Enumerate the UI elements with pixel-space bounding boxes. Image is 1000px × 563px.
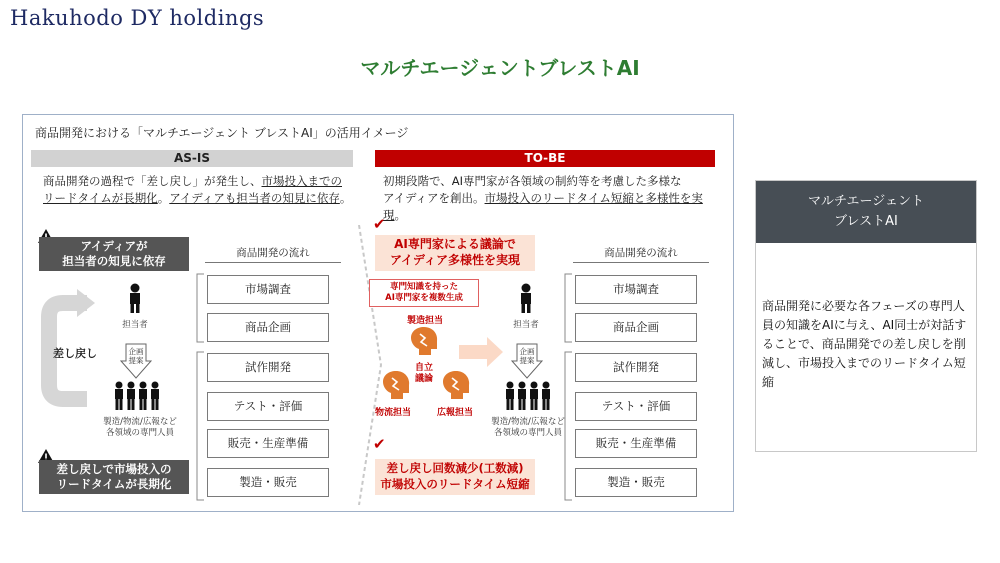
tobe-benefit-bottom — [375, 460, 535, 492]
asis-description — [43, 173, 353, 207]
agent-label-manufacturing: 製造担当 — [407, 316, 444, 326]
experts-text: 各領域の専門人員 — [105, 428, 174, 438]
asis-desc-emphasis: 市場投入までの — [261, 174, 342, 188]
bracket-icon — [563, 273, 573, 343]
bracket-icon — [563, 351, 573, 501]
bracket-icon — [195, 351, 205, 501]
asis-desc-emphasis: リードタイムが長期化 — [43, 191, 158, 205]
experts-label — [483, 417, 573, 439]
proposal-text: 提案 — [519, 356, 535, 365]
side-panel — [755, 180, 977, 452]
experts-text: 各領域の専門人員 — [493, 428, 562, 438]
experts-text: 製造/物流/広報など — [103, 417, 177, 427]
flow-step-sales-prep: 販売・生産準備 — [207, 429, 329, 458]
flow-step-test: テスト・評価 — [207, 392, 329, 421]
flow-header: 商品開発の流れ — [604, 247, 678, 259]
benefit-text: 差し戻し回数減少(工数減) — [386, 461, 524, 475]
tobe-desc-text: 初期段階で、AI専門家が各領域の制約等を考慮した多様な — [383, 174, 682, 188]
autonomy-text: 議論 — [414, 374, 433, 384]
loop-label: 差し戻し — [53, 347, 97, 360]
agent-label-logistics: 物流担当 — [375, 408, 412, 418]
experts-label — [95, 417, 185, 439]
asis-desc-text: 。 — [339, 191, 352, 205]
expert-group-icon — [113, 381, 161, 411]
asis-warning-bottom — [39, 460, 189, 494]
company-logo: Hakuhodo DY holdings — [10, 6, 265, 30]
experts-text: 製造/物流/広報など — [491, 417, 565, 427]
person-label: 担当者 — [122, 320, 148, 330]
ai-agent-head-icon — [409, 325, 439, 357]
diagram-card — [22, 114, 734, 512]
flow-step-product-planning: 商品企画 — [575, 313, 697, 342]
asis-desc-emphasis: アイディアも担当者の知見に依存 — [169, 191, 340, 205]
ai-agent-head-icon — [381, 369, 411, 401]
side-panel-title: マルチエージェント — [808, 194, 924, 209]
flow-step-test: テスト・評価 — [575, 392, 697, 421]
warning-text: 担当者の知見に依存 — [62, 254, 166, 268]
flow-divider — [573, 262, 709, 263]
ai-generation-box — [369, 279, 479, 307]
flow-header: 商品開発の流れ — [236, 247, 310, 259]
asis-warning-top — [39, 237, 189, 271]
asis-desc-text: 。 — [157, 191, 170, 205]
autonomy-text: 自立 — [414, 363, 433, 373]
tobe-desc-text: アイディアを創出。 — [383, 191, 485, 205]
side-panel-title: ブレストAI — [834, 214, 898, 229]
person-icon — [127, 283, 143, 313]
proposal-text: 企画 — [128, 347, 144, 356]
flow-step-manufacturing: 製造・販売 — [575, 468, 697, 497]
flow-step-prototype: 試作開発 — [207, 353, 329, 382]
proposal-text: 企画 — [519, 347, 535, 356]
asis-band: AS-IS — [31, 150, 353, 167]
generation-text: AI専門家を複数生成 — [385, 293, 463, 303]
flow-step-market-research: 市場調査 — [207, 275, 329, 304]
warning-text: 差し戻しで市場投入の — [56, 462, 172, 476]
benefit-text: アイディア多様性を実現 — [390, 253, 520, 267]
flow-step-prototype: 試作開発 — [575, 353, 697, 382]
side-panel-header — [756, 181, 976, 243]
generation-text: 専門知識を持った — [389, 282, 458, 292]
expert-group-icon — [504, 381, 552, 411]
check-icon: ✔ — [373, 215, 386, 233]
proposal-label — [123, 347, 149, 365]
warning-text: リードタイムが長期化 — [56, 477, 172, 491]
side-panel-body: 商品開発に必要な各フェーズの専門人員の知識をAIに与え、AI同士が対話することで、商品開発での差し戻しを削減し、市場投入までのリードタイム短縮 — [762, 299, 967, 389]
proposal-text: 提案 — [128, 356, 144, 365]
person-icon — [518, 283, 534, 313]
check-icon: ✔ — [373, 435, 386, 453]
proposal-label — [514, 347, 540, 365]
slide-title: マルチエージェントブレストAI — [360, 56, 640, 80]
benefit-text: AI専門家による議論で — [394, 237, 516, 251]
diagram-title: 商品開発における「マルチエージェント ブレストAI」の活用イメージ — [35, 126, 409, 140]
tobe-benefit-top — [375, 236, 535, 268]
asis-desc-text: 商品開発の過程で「差し戻し」が発生し、 — [43, 174, 262, 188]
autonomy-label — [411, 363, 437, 385]
person-label: 担当者 — [513, 320, 539, 330]
flow-step-market-research: 市場調査 — [575, 275, 697, 304]
flow-step-sales-prep: 販売・生産準備 — [575, 429, 697, 458]
bracket-icon — [195, 273, 205, 343]
ai-agent-head-icon — [441, 369, 471, 401]
tobe-band: TO-BE — [375, 150, 715, 167]
agent-label-pr: 広報担当 — [437, 408, 474, 418]
arrow-right-icon — [459, 337, 503, 367]
flow-divider — [205, 262, 341, 263]
tobe-desc-text: 。 — [394, 208, 406, 222]
benefit-text: 市場投入のリードタイム短縮 — [380, 477, 530, 491]
tobe-desc-emphasis: 市場投入のリードタイム短縮と多様性を実現 — [383, 191, 703, 222]
warning-text: アイディアが — [80, 239, 148, 253]
flow-step-product-planning: 商品企画 — [207, 313, 329, 342]
tobe-description — [383, 173, 723, 224]
flow-step-manufacturing: 製造・販売 — [207, 468, 329, 497]
